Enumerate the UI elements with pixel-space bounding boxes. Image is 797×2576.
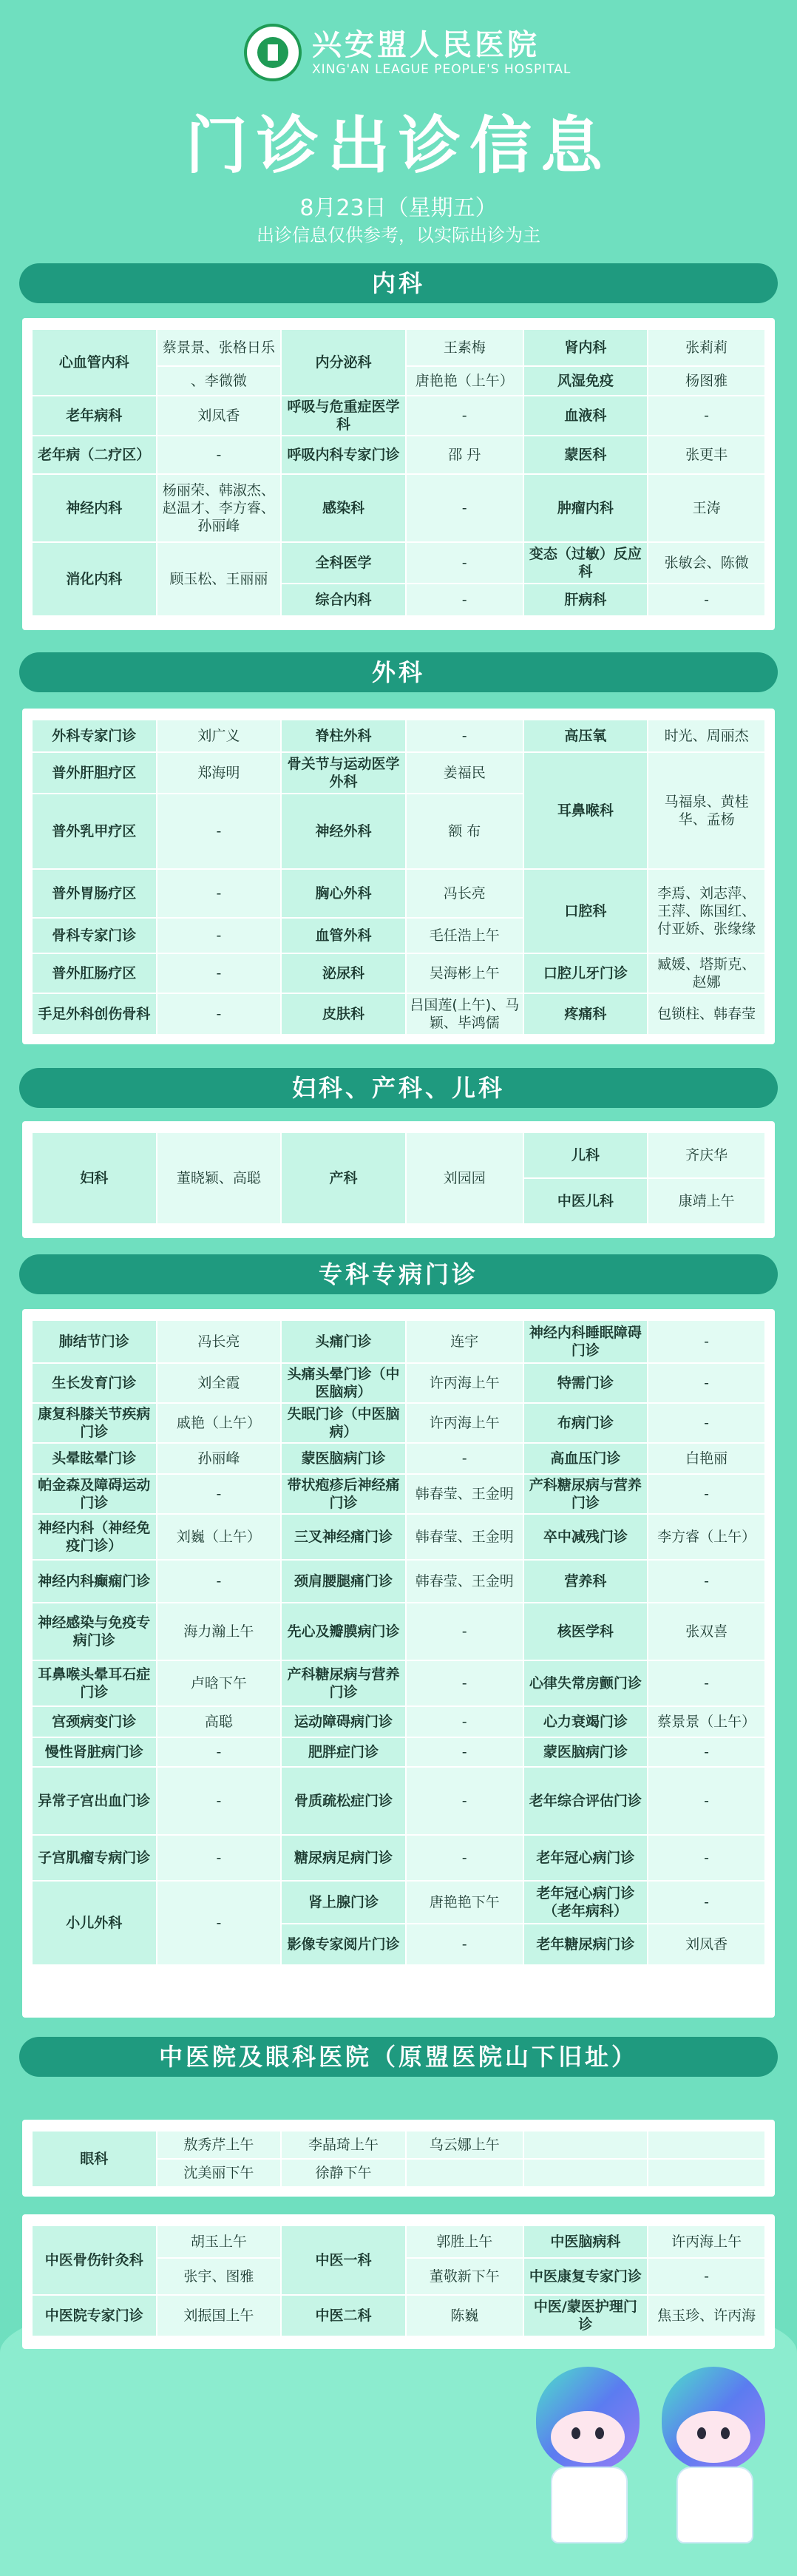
doctor-mascot-illustration xyxy=(532,2367,643,2544)
doctor-cell: - xyxy=(406,1767,523,1835)
section-banner-neike: 内科 xyxy=(19,263,778,303)
doctor-cell: 刘振国上午 xyxy=(157,2295,282,2336)
dept-cell: 疼痛科 xyxy=(523,993,648,1035)
dept-cell: 中医一科 xyxy=(281,2225,406,2295)
doctor-cell: 许丙海上午 xyxy=(406,1403,523,1443)
dept-cell: 神经内科 xyxy=(32,474,157,542)
dept-cell: 高血压门诊 xyxy=(523,1443,648,1474)
dept-cell: 中医院专家门诊 xyxy=(32,2295,157,2336)
doctor-cell: 包锁柱、韩春莹 xyxy=(648,993,765,1035)
dept-cell: 心血管内科 xyxy=(32,329,157,396)
doctor-cell: 王涛 xyxy=(648,474,765,542)
page-title: 门诊出诊信息 xyxy=(185,109,611,182)
dept-cell: 子宫肌瘤专病门诊 xyxy=(32,1835,157,1881)
doctor-cell: - xyxy=(157,1474,282,1514)
dept-cell: 呼吸与危重症医学科 xyxy=(281,396,406,436)
table-zhongyi xyxy=(22,2214,775,2349)
hospital-brand xyxy=(244,24,571,81)
table-fuer xyxy=(22,1121,775,1238)
doctor-cell: 毛任浩上午 xyxy=(406,918,523,953)
doctor-cell: - xyxy=(648,1403,765,1443)
dept-cell: 卒中减残门诊 xyxy=(523,1514,648,1560)
doctor-cell: 、李微微 xyxy=(157,366,282,396)
doctor-cell: - xyxy=(157,794,282,869)
doctor-cell: 张双喜 xyxy=(648,1603,765,1660)
dept-cell: 头痛头晕门诊（中医脑病） xyxy=(281,1363,406,1403)
doctor-cell: 韩春莹、王金明 xyxy=(406,1474,523,1514)
dept-cell: 神经感染与免疫专病门诊 xyxy=(32,1603,157,1660)
dept-cell: 影像专家阅片门诊 xyxy=(281,1924,406,1965)
doctor-cell: - xyxy=(648,1363,765,1403)
dept-cell: 核医学科 xyxy=(523,1603,648,1660)
section-banner-fuer: 妇科、产科、儿科 xyxy=(19,1068,778,1108)
dept-cell: 神经外科 xyxy=(281,794,406,869)
doctor-cell: - xyxy=(648,1835,765,1881)
dept-cell: 老年综合评估门诊 xyxy=(523,1767,648,1835)
doctor-cell: 康靖上午 xyxy=(648,1178,765,1224)
doctor-cell: 董敬新下午 xyxy=(406,2258,523,2295)
dept-cell: 皮肤科 xyxy=(281,993,406,1035)
section-banner-zhongyi: 中医院及眼科医院（原盟医院山下旧址） xyxy=(19,2037,778,2077)
dept-cell: 普外胃肠疗区 xyxy=(32,869,157,918)
dept-cell: 胸心外科 xyxy=(281,869,406,918)
dept-cell: 老年糖尿病门诊 xyxy=(523,1924,648,1965)
dept-cell: 特需门诊 xyxy=(523,1363,648,1403)
dept-cell: 神经内科癫痫门诊 xyxy=(32,1560,157,1603)
dept-cell: 产科 xyxy=(281,1132,406,1224)
doctor-cell: 顾玉松、王丽丽 xyxy=(157,542,282,616)
dept-cell: 颈肩腰腿痛门诊 xyxy=(281,1560,406,1603)
doctor-cell: - xyxy=(157,993,282,1035)
doctor-cell: 唐艳艳（上午） xyxy=(406,366,523,396)
doctor-cell: 冯长亮 xyxy=(157,1320,282,1363)
doctor-cell: - xyxy=(648,1560,765,1603)
empty-cell xyxy=(406,2159,523,2187)
dept-cell: 变态（过敏）反应科 xyxy=(523,542,648,584)
table-zhuanke xyxy=(22,1309,775,2018)
doctor-cell: - xyxy=(406,1603,523,1660)
doctor-cell: 王素梅 xyxy=(406,329,523,366)
dept-cell: 心律失常房颤门诊 xyxy=(523,1660,648,1706)
dept-cell: 眼科 xyxy=(32,2131,157,2187)
doctor-cell: - xyxy=(157,953,282,993)
doctor-cell: - xyxy=(648,1320,765,1363)
doctor-cell: 马福泉、黄桂华、孟杨 xyxy=(648,752,765,869)
dept-cell: 蒙医脑病门诊 xyxy=(281,1443,406,1474)
dept-cell: 运动障碍病门诊 xyxy=(281,1706,406,1737)
doctor-cell: - xyxy=(648,1767,765,1835)
doctor-cell: 韩春莹、王金明 xyxy=(406,1514,523,1560)
dept-cell: 内分泌科 xyxy=(281,329,406,396)
dept-cell: 慢性肾脏病门诊 xyxy=(32,1737,157,1767)
doctor-cell: - xyxy=(648,396,765,436)
dept-cell: 营养科 xyxy=(523,1560,648,1603)
doctor-cell: 徐静下午 xyxy=(281,2159,406,2187)
doctor-cell: - xyxy=(406,396,523,436)
doctor-cell: 胡玉上午 xyxy=(157,2225,282,2258)
empty-cell xyxy=(523,2159,648,2187)
doctor-cell: 许丙海上午 xyxy=(406,1363,523,1403)
section-banner-zhuanke: 专科专病门诊 xyxy=(19,1254,778,1294)
dept-cell: 消化内科 xyxy=(32,542,157,616)
dept-cell: 神经内科睡眠障碍门诊 xyxy=(523,1320,648,1363)
dept-cell: 血管外科 xyxy=(281,918,406,953)
dept-cell: 泌尿科 xyxy=(281,953,406,993)
dept-cell: 风湿免疫 xyxy=(523,366,648,396)
doctor-cell: - xyxy=(648,1660,765,1706)
doctor-cell: 卢晗下午 xyxy=(157,1660,282,1706)
dept-cell: 糖尿病足病门诊 xyxy=(281,1835,406,1881)
dept-cell: 带状疱疹后神经痛门诊 xyxy=(281,1474,406,1514)
empty-cell xyxy=(648,2159,765,2187)
doctor-cell: 杨图雅 xyxy=(648,366,765,396)
dept-cell: 手足外科创伤骨科 xyxy=(32,993,157,1035)
doctor-cell: 海力瀚上午 xyxy=(157,1603,282,1660)
doctor-cell: 臧媛、塔斯克、赵娜 xyxy=(648,953,765,993)
doctor-cell: - xyxy=(406,1706,523,1737)
dept-cell: 产科糖尿病与营养门诊 xyxy=(523,1474,648,1514)
dept-cell: 中医脑病科 xyxy=(523,2225,648,2258)
dept-cell: 头晕眩晕门诊 xyxy=(32,1443,157,1474)
doctor-cell: 冯长亮 xyxy=(406,869,523,918)
dept-cell: 综合内科 xyxy=(281,584,406,616)
doctor-cell: 刘凤香 xyxy=(648,1924,765,1965)
empty-cell xyxy=(523,2131,648,2159)
doctor-cell: 时光、周丽杰 xyxy=(648,720,765,752)
dept-cell: 高压氧 xyxy=(523,720,648,752)
dept-cell: 三叉神经痛门诊 xyxy=(281,1514,406,1560)
dept-cell: 骨质疏松症门诊 xyxy=(281,1767,406,1835)
dept-cell: 失眠门诊（中医脑病） xyxy=(281,1403,406,1443)
doctor-cell: 刘全霞 xyxy=(157,1363,282,1403)
doctor-cell: - xyxy=(157,1881,282,1965)
dept-cell: 异常子宫出血门诊 xyxy=(32,1767,157,1835)
doctor-cell: 李焉、刘志萍、王萍、陈国红、付亚娇、张缘缘 xyxy=(648,869,765,953)
doctor-cell: - xyxy=(406,1924,523,1965)
doctor-cell: 李晶琦上午 xyxy=(281,2131,406,2159)
dept-cell: 心力衰竭门诊 xyxy=(523,1706,648,1737)
dept-cell: 小儿外科 xyxy=(32,1881,157,1965)
schedule-note: 出诊信息仅供参考，以实际出诊为主 xyxy=(257,225,540,246)
doctor-cell: - xyxy=(406,1737,523,1767)
dept-cell: 骨关节与运动医学外科 xyxy=(281,752,406,794)
table-neike xyxy=(22,318,775,630)
doctor-cell: - xyxy=(157,1835,282,1881)
dept-cell: 外科专家门诊 xyxy=(32,720,157,752)
dept-cell: 肾上腺门诊 xyxy=(281,1881,406,1924)
dept-cell: 蒙医科 xyxy=(523,436,648,474)
dept-cell: 神经内科（神经免疫门诊） xyxy=(32,1514,157,1560)
section-banner-waike: 外科 xyxy=(19,652,778,692)
dept-cell: 头痛门诊 xyxy=(281,1320,406,1363)
page-header xyxy=(0,0,797,281)
doctor-cell: 吕国莲(上午)、马颖、毕鸿儒 xyxy=(406,993,523,1035)
doctor-cell: - xyxy=(406,542,523,584)
doctor-cell: 许丙海上午 xyxy=(648,2225,765,2258)
doctor-cell: 刘园园 xyxy=(406,1132,523,1224)
dept-cell: 肺结节门诊 xyxy=(32,1320,157,1363)
dept-cell: 中医二科 xyxy=(281,2295,406,2336)
hospital-logo-icon xyxy=(244,24,302,81)
doctor-cell: - xyxy=(648,1474,765,1514)
dept-cell: 先心及瓣膜病门诊 xyxy=(281,1603,406,1660)
doctor-cell: - xyxy=(406,1835,523,1881)
dept-cell: 老年病（二疗区） xyxy=(32,436,157,474)
dept-cell: 脊柱外科 xyxy=(281,720,406,752)
table-waike xyxy=(22,709,775,1044)
doctor-cell: - xyxy=(157,1767,282,1835)
doctor-cell: - xyxy=(648,2258,765,2295)
dept-cell: 普外肝胆疗区 xyxy=(32,752,157,794)
doctor-cell: - xyxy=(406,1443,523,1474)
dept-cell: 中医/蒙医护理门诊 xyxy=(523,2295,648,2336)
doctor-cell: 白艳丽 xyxy=(648,1443,765,1474)
doctor-cell: 焦玉珍、许丙海 xyxy=(648,2295,765,2336)
doctor-cell: 邵 丹 xyxy=(406,436,523,474)
doctor-cell: - xyxy=(157,918,282,953)
schedule-date: 8月23日（星期五） xyxy=(299,195,498,221)
doctor-cell: 郭胜上午 xyxy=(406,2225,523,2258)
doctor-cell: 郑海明 xyxy=(157,752,282,794)
dept-cell: 口腔科 xyxy=(523,869,648,953)
doctor-cell: 孙丽峰 xyxy=(157,1443,282,1474)
dept-cell: 康复科膝关节疾病门诊 xyxy=(32,1403,157,1443)
dept-cell: 蒙医脑病门诊 xyxy=(523,1737,648,1767)
table-eye xyxy=(22,2120,775,2197)
dept-cell: 肾内科 xyxy=(523,329,648,366)
doctor-cell: 戚艳（上午） xyxy=(157,1403,282,1443)
doctor-cell: 乌云娜上午 xyxy=(406,2131,523,2159)
dept-cell: 普外肛肠疗区 xyxy=(32,953,157,993)
doctor-cell: 陈巍 xyxy=(406,2295,523,2336)
doctor-cell: - xyxy=(648,1881,765,1924)
dept-cell: 血液科 xyxy=(523,396,648,436)
doctor-cell: - xyxy=(648,584,765,616)
dept-cell: 生长发育门诊 xyxy=(32,1363,157,1403)
doctor-cell: 唐艳艳下午 xyxy=(406,1881,523,1924)
dept-cell: 肝病科 xyxy=(523,584,648,616)
doctor-cell: 吴海彬上午 xyxy=(406,953,523,993)
doctor-cell: 连宇 xyxy=(406,1320,523,1363)
dept-cell: 耳鼻喉头晕耳石症门诊 xyxy=(32,1660,157,1706)
dept-cell: 呼吸内科专家门诊 xyxy=(281,436,406,474)
dept-cell: 骨科专家门诊 xyxy=(32,918,157,953)
doctor-cell: 杨丽荣、韩淑杰、赵温才、李方睿、孙丽峰 xyxy=(157,474,282,542)
doctor-cell: 高聪 xyxy=(157,1706,282,1737)
doctor-cell: 张莉莉 xyxy=(648,329,765,366)
doctor-cell: - xyxy=(406,720,523,752)
doctor-cell: - xyxy=(157,869,282,918)
dept-cell: 妇科 xyxy=(32,1132,157,1224)
doctor-cell: - xyxy=(157,1737,282,1767)
dept-cell: 全科医学 xyxy=(281,542,406,584)
doctor-cell: - xyxy=(648,1737,765,1767)
doctor-cell: - xyxy=(157,1560,282,1603)
dept-cell: 老年冠心病门诊 xyxy=(523,1835,648,1881)
dept-cell: 耳鼻喉科 xyxy=(523,752,648,869)
dept-cell: 普外乳甲疗区 xyxy=(32,794,157,869)
doctor-cell: 蔡景景（上午） xyxy=(648,1706,765,1737)
nurse-mascot-illustration xyxy=(658,2367,769,2544)
dept-cell: 中医骨伤针灸科 xyxy=(32,2225,157,2295)
doctor-cell: - xyxy=(406,1660,523,1706)
dept-cell: 宫颈病变门诊 xyxy=(32,1706,157,1737)
dept-cell: 帕金森及障碍运动门诊 xyxy=(32,1474,157,1514)
doctor-cell: 李方睿（上午） xyxy=(648,1514,765,1560)
doctor-cell: 齐庆华 xyxy=(648,1132,765,1178)
dept-cell: 口腔儿牙门诊 xyxy=(523,953,648,993)
doctor-cell: 张宇、图雅 xyxy=(157,2258,282,2295)
hospital-name-cn: 兴安盟人民医院 xyxy=(312,28,540,62)
doctor-cell: 蔡景景、张格日乐 xyxy=(157,329,282,366)
dept-cell: 布病门诊 xyxy=(523,1403,648,1443)
doctor-cell: 韩春莹、王金明 xyxy=(406,1560,523,1603)
dept-cell: 肿瘤内科 xyxy=(523,474,648,542)
empty-cell xyxy=(648,2131,765,2159)
doctor-cell: 张更丰 xyxy=(648,436,765,474)
hospital-name-en: XING'AN LEAGUE PEOPLE'S HOSPITAL xyxy=(312,62,572,77)
doctor-cell: 沈美丽下午 xyxy=(157,2159,282,2187)
doctor-cell: 刘凤香 xyxy=(157,396,282,436)
doctor-cell: 姜福民 xyxy=(406,752,523,794)
doctor-cell: - xyxy=(406,584,523,616)
dept-cell: 儿科 xyxy=(523,1132,648,1178)
doctor-cell: - xyxy=(406,474,523,542)
doctor-cell: 董晓颖、高聪 xyxy=(157,1132,282,1224)
dept-cell: 中医儿科 xyxy=(523,1178,648,1224)
dept-cell: 感染科 xyxy=(281,474,406,542)
doctor-cell: 刘巍（上午） xyxy=(157,1514,282,1560)
dept-cell: 产科糖尿病与营养门诊 xyxy=(281,1660,406,1706)
doctor-cell: 敖秀芹上午 xyxy=(157,2131,282,2159)
dept-cell: 肥胖症门诊 xyxy=(281,1737,406,1767)
dept-cell: 中医康复专家门诊 xyxy=(523,2258,648,2295)
doctor-cell: 刘广义 xyxy=(157,720,282,752)
dept-cell: 老年冠心病门诊（老年病科） xyxy=(523,1881,648,1924)
doctor-cell: - xyxy=(157,436,282,474)
dept-cell: 老年病科 xyxy=(32,396,157,436)
doctor-cell: 张敏会、陈微 xyxy=(648,542,765,584)
doctor-cell: 额 布 xyxy=(406,794,523,869)
